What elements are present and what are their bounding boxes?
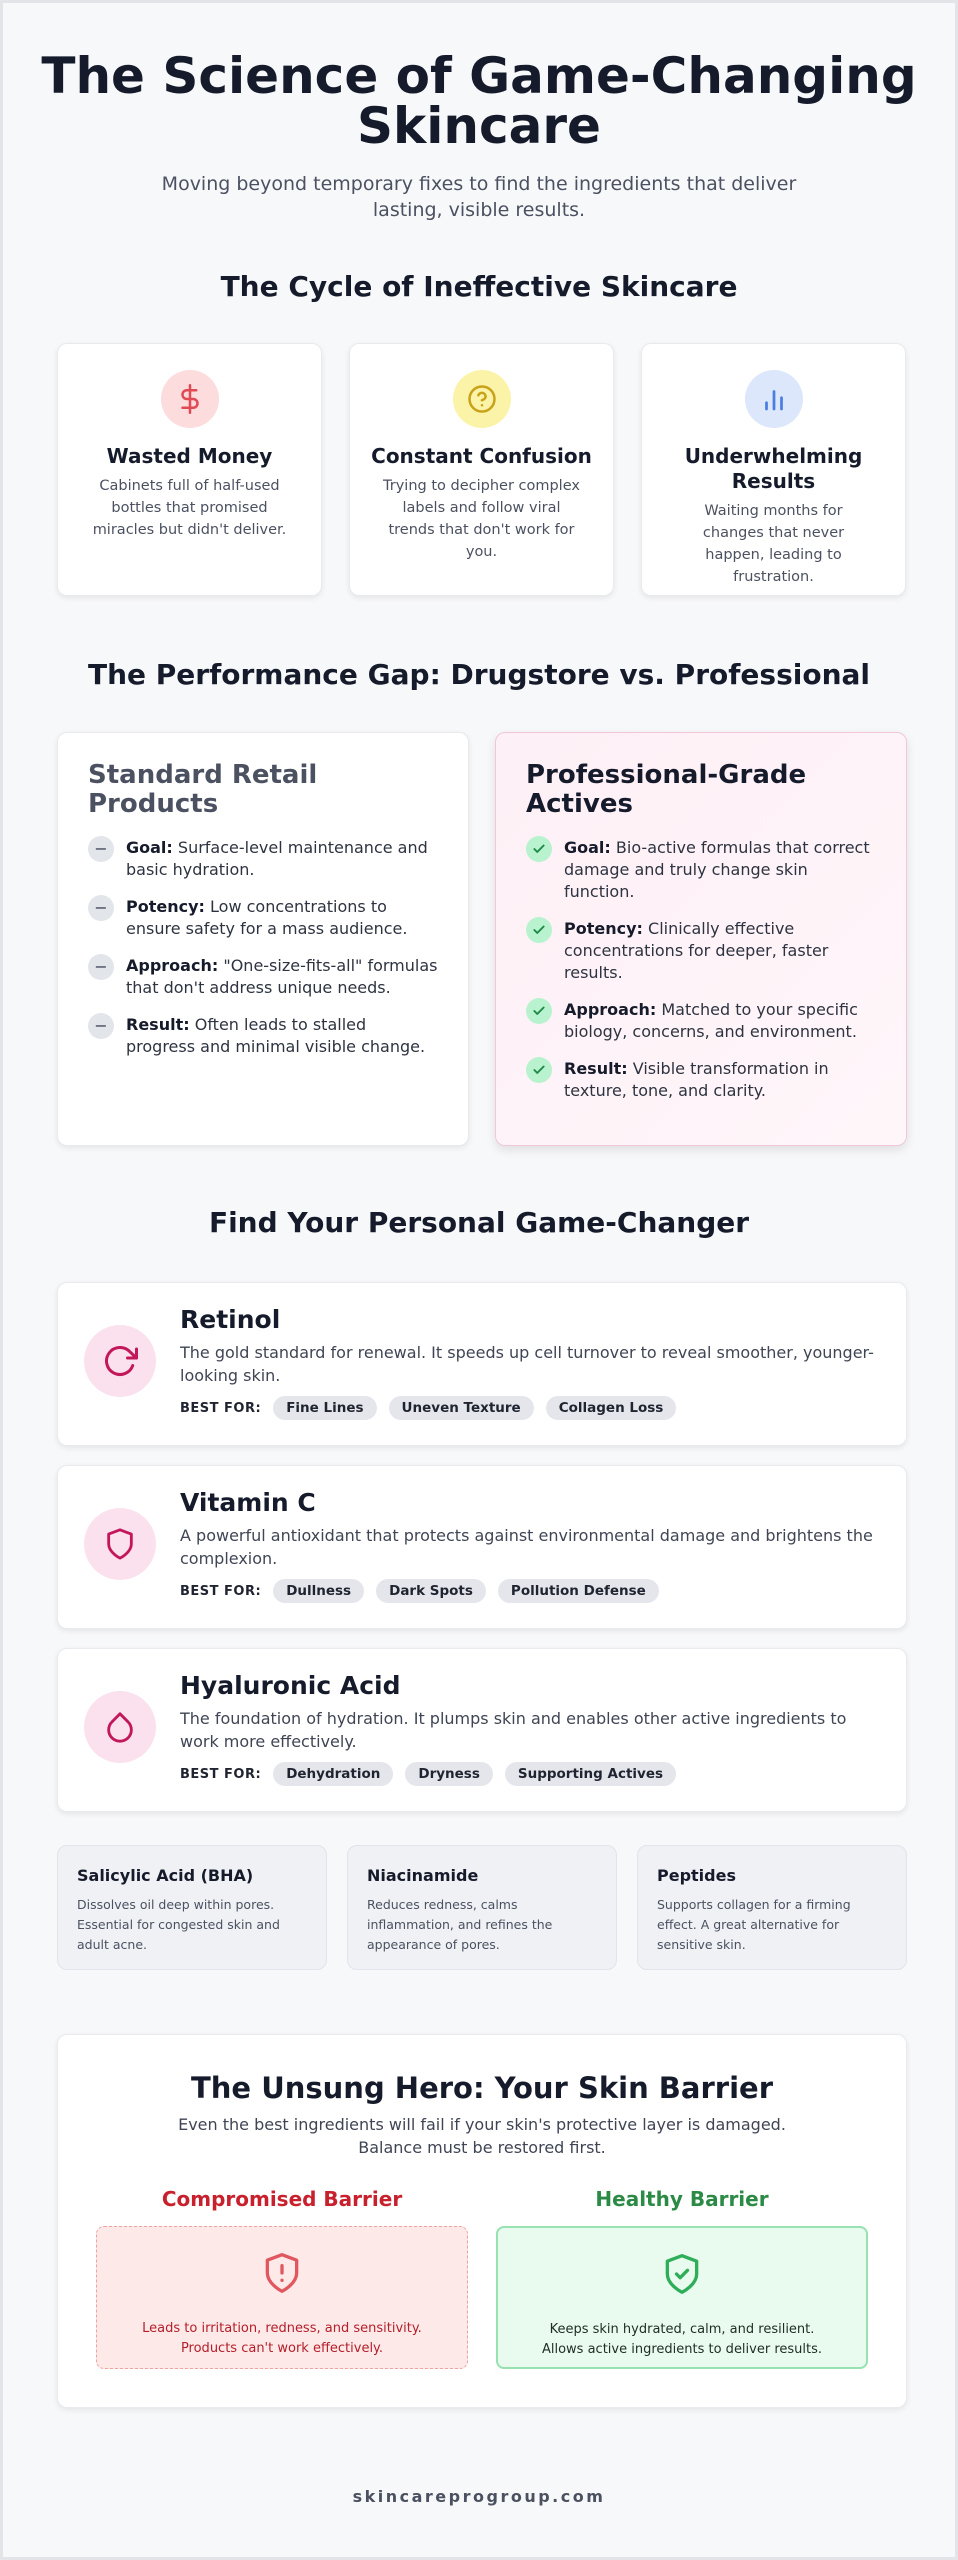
ingredient-description: Reduces redness, calms inflammation, and refines the appearance of pores. bbox=[367, 1897, 553, 1952]
ingredient-description: Supports collagen for a firming effect. A great alternative for sensitive skin. bbox=[657, 1897, 851, 1952]
item-label: Result: bbox=[564, 1059, 628, 1078]
cycle-card-title: Wasted Money bbox=[106, 444, 273, 468]
ingredients-section-title: Find Your Personal Game-Changer bbox=[208, 1206, 750, 1239]
check-icon bbox=[526, 836, 552, 862]
cycle-card-wasted-money bbox=[57, 343, 322, 596]
ingredient-card-hyaluronic-acid bbox=[57, 1648, 907, 1812]
tag: Dehydration bbox=[273, 1762, 393, 1786]
question-icon bbox=[453, 370, 511, 428]
check-icon bbox=[526, 1057, 552, 1083]
healthy-barrier-box bbox=[496, 2226, 868, 2369]
item-text: "One-size-fits-all" formulas that don't address unique needs. bbox=[126, 956, 438, 997]
minus-icon: − bbox=[88, 954, 114, 980]
tag: Uneven Texture bbox=[389, 1396, 534, 1420]
item-label: Result: bbox=[126, 1015, 190, 1034]
ingredient-name: Retinol bbox=[180, 1305, 281, 1334]
bar-chart-icon bbox=[745, 370, 803, 428]
footer-site: skincareprogroup.com bbox=[352, 2487, 606, 2506]
item-text: Surface-level maintenance and basic hydration. bbox=[126, 838, 428, 879]
item-label: Goal: bbox=[126, 838, 173, 857]
best-for-label: BEST FOR: bbox=[180, 1583, 262, 1599]
professional-item bbox=[526, 837, 876, 903]
cycle-card-underwhelming-results bbox=[641, 343, 906, 596]
barrier-subtitle: Even the best ingredients will fail if your skin's protective layer is damaged. Balance must be restored first. bbox=[178, 2115, 786, 2157]
item-label: Potency: bbox=[564, 919, 643, 938]
shield-alert-icon bbox=[127, 2249, 437, 2301]
tag: Supporting Actives bbox=[505, 1762, 676, 1786]
page-subtitle: Moving beyond temporary fixes to find the ingredients that deliver lasting, visible results. bbox=[161, 173, 797, 221]
item-text: Visible transformation in texture, tone, and clarity. bbox=[564, 1059, 829, 1100]
barrier-title: The Unsung Hero: Your Skin Barrier bbox=[191, 2071, 773, 2105]
comparison-section-title: The Performance Gap: Drugstore vs. Professional bbox=[87, 658, 871, 691]
cycle-card-title: Constant Confusion bbox=[371, 444, 592, 468]
page-title bbox=[3, 47, 955, 155]
item-label: Goal: bbox=[564, 838, 611, 857]
ingredient-name: Hyaluronic Acid bbox=[180, 1671, 401, 1700]
ingredient-description: Dissolves oil deep within pores. Essential for congested skin and adult acne. bbox=[77, 1897, 280, 1952]
refresh-icon bbox=[84, 1325, 156, 1397]
ingredient-name: Vitamin C bbox=[180, 1488, 316, 1517]
cycle-section-title: The Cycle of Ineffective Skincare bbox=[220, 270, 738, 303]
tag: Dryness bbox=[405, 1762, 493, 1786]
ingredient-description: The gold standard for renewal. It speeds up cell turnover to reveal smoother, younger-looking skin. bbox=[180, 1343, 874, 1385]
professional-grade-card bbox=[495, 732, 907, 1146]
minus-icon: − bbox=[88, 836, 114, 862]
professional-item bbox=[526, 999, 876, 1043]
ingredient-name: Peptides bbox=[657, 1866, 736, 1885]
check-icon bbox=[526, 917, 552, 943]
standard-item bbox=[88, 1014, 438, 1058]
cycle-card-title: Underwhelming Results bbox=[684, 444, 863, 493]
cycle-card-constant-confusion bbox=[349, 343, 614, 596]
tag: Pollution Defense bbox=[498, 1579, 659, 1603]
compromised-barrier-text: Leads to irritation, redness, and sensitivity. Products can't work effectively. bbox=[142, 2321, 422, 2356]
cycle-card-text: Cabinets full of half-used bottles that promised miracles but didn't deliver. bbox=[92, 478, 287, 538]
tag: Collagen Loss bbox=[546, 1396, 677, 1420]
best-for-label: BEST FOR: bbox=[180, 1400, 262, 1416]
title-line-2: Skincare bbox=[357, 97, 601, 155]
item-label: Approach: bbox=[564, 1000, 657, 1019]
shield-check-icon bbox=[528, 2250, 836, 2302]
healthy-barrier-text: Keeps skin hydrated, calm, and resilient. Allows active ingredients to deliver results. bbox=[541, 2322, 823, 2357]
ingredient-description: The foundation of hydration. It plumps skin and enables other active ingredients to work more effectively. bbox=[180, 1709, 847, 1751]
cycle-card-text: Waiting months for changes that never happen, leading to frustration. bbox=[702, 503, 845, 585]
minus-icon: − bbox=[88, 895, 114, 921]
item-text: Often leads to stalled progress and minimal visible change. bbox=[126, 1015, 426, 1056]
standard-retail-card bbox=[57, 732, 469, 1146]
ingredient-card-vitamin-c bbox=[57, 1465, 907, 1629]
item-label: Potency: bbox=[126, 897, 205, 916]
professional-grade-heading: Professional-Grade Actives bbox=[526, 760, 807, 819]
cycle-card-text: Trying to decipher complex labels and follow viral trends that don't work for you. bbox=[383, 478, 580, 560]
item-text: Matched to your specific biology, concerns, and environment. bbox=[564, 1000, 858, 1041]
ingredient-card-peptides bbox=[637, 1845, 907, 1970]
best-for-label: BEST FOR: bbox=[180, 1766, 262, 1782]
item-text: Bio-active formulas that correct damage and truly change skin function. bbox=[564, 838, 870, 901]
dollar-icon bbox=[161, 370, 219, 428]
droplet-icon bbox=[84, 1691, 156, 1763]
tag: Dark Spots bbox=[376, 1579, 486, 1603]
standard-item bbox=[88, 955, 438, 999]
professional-item bbox=[526, 1058, 876, 1102]
standard-retail-heading: Standard Retail Products bbox=[88, 760, 318, 819]
item-text: Low concentrations to ensure safety for a mass audience. bbox=[126, 897, 408, 938]
tag: Dullness bbox=[273, 1579, 364, 1603]
best-for-row bbox=[180, 1579, 671, 1603]
compromised-barrier-title: Compromised Barrier bbox=[161, 2187, 403, 2211]
professional-item bbox=[526, 918, 876, 984]
title-line-1: The Science of Game-Changing bbox=[41, 47, 917, 105]
healthy-barrier-title: Healthy Barrier bbox=[595, 2187, 769, 2211]
item-label: Approach: bbox=[126, 956, 219, 975]
ingredient-description: A powerful antioxidant that protects against environmental damage and brightens the complexion. bbox=[180, 1526, 873, 1568]
best-for-row bbox=[180, 1396, 688, 1420]
ingredient-name: Salicylic Acid (BHA) bbox=[77, 1866, 254, 1885]
best-for-row bbox=[180, 1762, 688, 1786]
minus-icon: − bbox=[88, 1013, 114, 1039]
ingredient-name: Niacinamide bbox=[367, 1866, 479, 1885]
check-icon bbox=[526, 998, 552, 1024]
ingredient-card-salicylic-acid bbox=[57, 1845, 327, 1970]
item-text: Clinically effective concentrations for deeper, faster results. bbox=[564, 919, 829, 982]
standard-item bbox=[88, 837, 438, 881]
standard-item bbox=[88, 896, 438, 940]
ingredient-card-niacinamide bbox=[347, 1845, 617, 1970]
tag: Fine Lines bbox=[273, 1396, 376, 1420]
compromised-barrier-box bbox=[96, 2226, 468, 2369]
skin-barrier-card bbox=[57, 2034, 907, 2408]
shield-icon bbox=[84, 1508, 156, 1580]
ingredient-card-retinol bbox=[57, 1282, 907, 1446]
